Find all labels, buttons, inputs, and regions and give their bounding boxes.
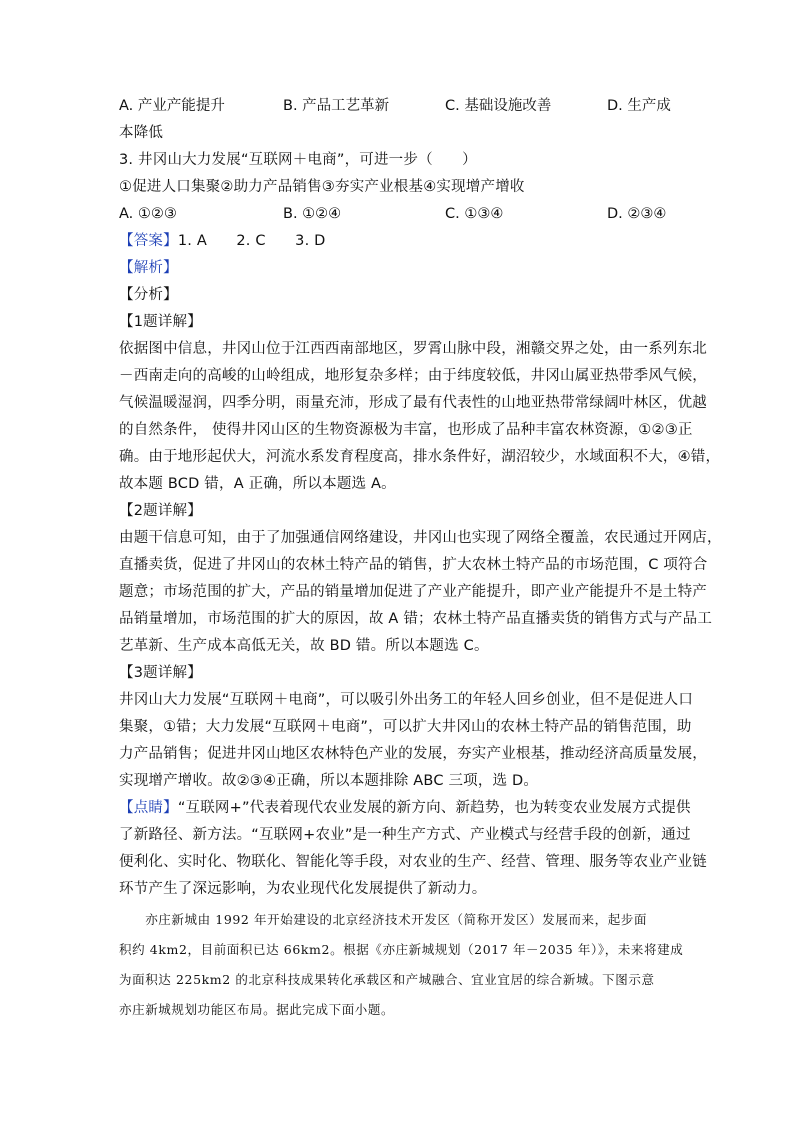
detail-1-tag: 【1题详解】 — [119, 314, 202, 330]
detail-3-line: 实现增产增收。故②③④正确，所以本题排除 ABC 三项，选 D。 — [119, 773, 539, 789]
detail-1-line: －西南走向的高峻的山岭组成，地形复杂多样；由于纬度较低，井冈山属亚热带季风气候， — [119, 368, 707, 384]
dianjing-text: “互联网+”代表着现代农业发展的新方向、新趋势，也为转变农业发展方式提供 — [177, 800, 691, 816]
detail-1-line: 故本题 BCD 错，A 正确，所以本题选 A。 — [119, 476, 396, 492]
q3-option-d: D. ②③④ — [607, 206, 667, 222]
dianjing-line: 了新路径、新方法。“互联网+农业”是一种生产方式、产业模式与经营手段的创新，通过 — [119, 827, 691, 843]
passage-line: 为面积达 225km2 的北京科技成果转化承载区和产城融合、宜业宜居的综合新城。下图示意 — [119, 972, 655, 987]
detail-3-tag: 【3题详解】 — [119, 665, 202, 681]
q2-option-c: C. 基础设施改善 — [445, 98, 552, 114]
analysis-tag: 【解析】 — [119, 260, 178, 276]
q3-option-b: B. ①②④ — [283, 206, 342, 222]
q3-option-c: C. ①③④ — [445, 206, 504, 222]
q3-choices: ①促进人口集聚②助力产品销售③夯实产业根基④实现增产增收 — [119, 179, 525, 195]
q3-options-row — [119, 204, 679, 224]
detail-1-line: 的自然条件， 使得井冈山区的生物资源极为丰富，也形成了品种丰富农林资源，①②③正 — [119, 422, 693, 438]
dianjing-line: 环节产生了深远影响，为农业现代化发展提供了新动力。 — [119, 881, 487, 897]
q3-option-a: A. ①②③ — [119, 206, 177, 222]
q2-option-b: B. 产品工艺革新 — [283, 98, 390, 114]
detail-2-tag: 【2题详解】 — [119, 503, 202, 519]
detail-3-line: 集聚，①错；大力发展“互联网＋电商”，可以扩大井冈山的农林土特产品的销售范围，助 — [119, 719, 692, 735]
passage-line: 积约 4km2，目前面积已达 66km2。根据《亦庄新城规划（2017 年－2035 年）》，未来将建成 — [119, 942, 684, 957]
q2-option-d-continued: 本降低 — [119, 125, 164, 141]
dianjing-tag: 【点睛】 — [119, 800, 178, 816]
detail-2-line: 由题干信息可知，由于了加强通信网络建设，井冈山也实现了网络全覆盖，农民通过开网店， — [119, 530, 722, 546]
detail-2-line: 品销量增加，市场范围的扩大的原因，故 A 错；农林土特产品直播卖货的销售方式与产品工 — [119, 611, 713, 627]
answer-line — [119, 231, 679, 251]
answer-text: 1. A 2. C 3. D — [177, 233, 326, 249]
q2-option-d: D. 生产成 — [607, 98, 671, 114]
detail-1-line: 确。由于地形起伏大，河流水系发育程度高，排水条件好，湖沼较少，水域面积不大，④错， — [119, 449, 721, 465]
detail-3-line: 力产品销售；促进井冈山地区农林特色产业的发展，夯实产业根基，推动经济高质量发展， — [119, 746, 707, 762]
passage-line: 亦庄新城由 1992 年开始建设的北京经济技术开发区（简称开发区）发展而来，起步面 — [119, 912, 648, 927]
answer-tag: 【答案】 — [119, 233, 178, 249]
fenxi-tag: 【分析】 — [119, 287, 178, 303]
dianjing-line: 便利化、实时化、物联化、智能化等手段，对农业的生产、经营、管理、服务等农业产业链 — [119, 854, 707, 870]
q2-options-row — [119, 96, 679, 116]
passage-line: 亦庄新城规划功能区布局。据此完成下面小题。 — [119, 1002, 395, 1017]
dianjing-first-line — [119, 798, 691, 818]
q3-stem: 3. 井冈山大力发展“互联网＋电商”，可进一步（ ） — [119, 152, 477, 168]
q2-option-a: A. 产业产能提升 — [119, 98, 225, 114]
detail-3-line: 井冈山大力发展“互联网＋电商”，可以吸引外出务工的年轻人回乡创业，但不是促进人口 — [119, 692, 694, 708]
detail-2-line: 题意；市场范围的扩大，产品的销量增加促进了产业产能提升，即产业产能提升不是土特产 — [119, 584, 707, 600]
detail-2-line: 直播卖货，促进了井冈山的农林土特产品的销售，扩大农林土特产品的市场范围，C 项符合 — [119, 557, 708, 573]
detail-1-line: 依据图中信息，井冈山位于江西西南部地区，罗霄山脉中段，湘赣交界之处，由一系列东北 — [119, 341, 707, 357]
detail-1-line: 气候温暖湿润，四季分明，雨量充沛，形成了最有代表性的山地亚热带常绿阔叶林区，优越 — [119, 395, 707, 411]
detail-2-line: 艺革新、生产成本高低无关，故 BD 错。所以本题选 C。 — [119, 638, 489, 654]
